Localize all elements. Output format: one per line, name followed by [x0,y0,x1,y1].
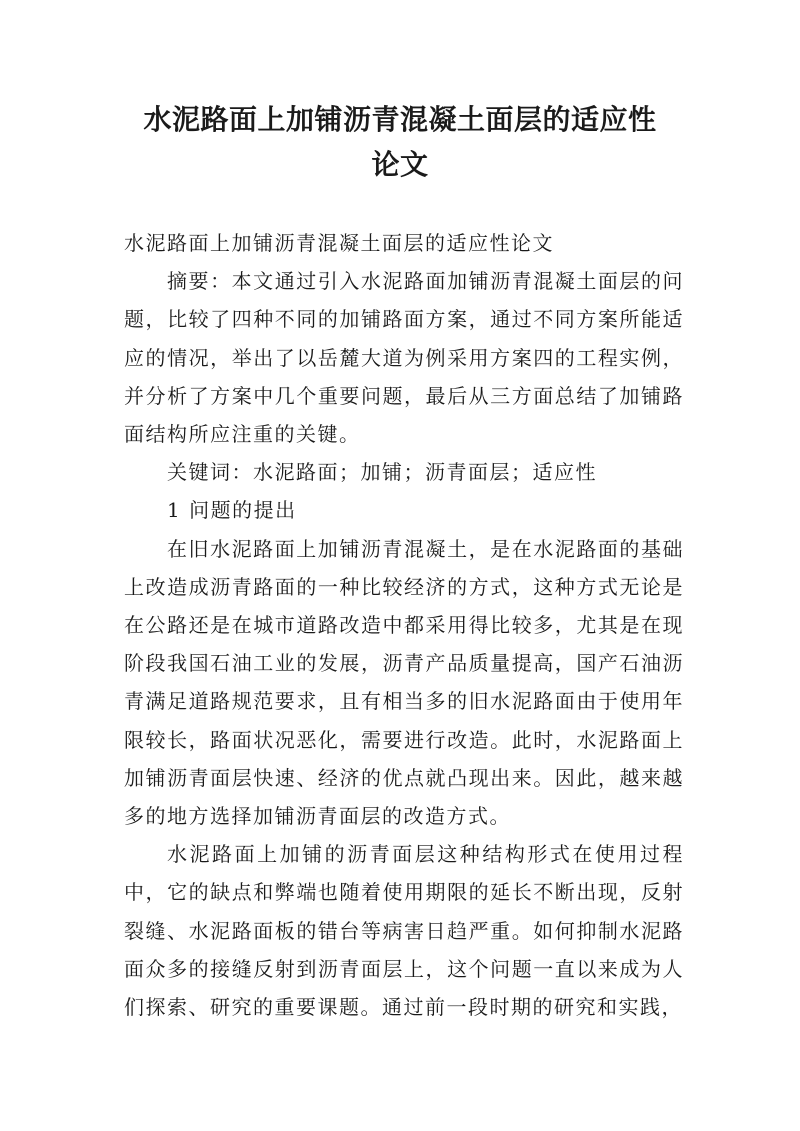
document-subtitle: 水泥路面上加铺沥青混凝土面层的适应性论文 [124,231,554,255]
keywords-line: 关键词：水泥路面；加铺；沥青面层；适应性 [167,460,597,485]
document-title-line-1: 水泥路面上加铺沥青混凝土面层的适应性 [143,103,657,136]
section-heading: 1 问题的提出 [167,498,297,523]
document-body [124,224,684,1026]
body-paragraph-1: 在旧水泥路面上加铺沥青混凝土，是在水泥路面的基础上改造成沥青路面的一种比较经济的方式，这种方式无论是在公路还是在城市道路改造中都采用得比较多，尤其是在现阶段我国石油工业的发展，沥青产品质量提高，国产石油沥青满足道路规范要求，且有相当多的旧水泥路面由于使用年限较长，路面状况恶化，需要进行改造。此时，水泥路面上加铺沥青面层快速、经济的优点就凸现出来。因此，越来越多的地方选择加铺沥青面层的改造方式。 [124,536,684,829]
abstract-paragraph: 摘要：本文通过引入水泥路面加铺沥青混凝土面层的问题，比较了四种不同的加铺路面方案，通过不同方案所能适应的情况，举出了以岳麓大道为例采用方案四的工程实例，并分析了方案中几个重要问题，最后从三方面总结了加铺路面结构所应注重的关键。 [124,269,684,447]
document-title-line-2: 论文 [371,148,429,181]
body-paragraph-2: 水泥路面上加铺的沥青面层这种结构形式在使用过程中，它的缺点和弊端也随着使用期限的延长不断出现，反射裂缝、水泥路面板的错台等病害日趋严重。如何抑制水泥路面众多的接缝反射到沥青面层上，这个问题一直以来成为人们探索、研究的重要课题。通过前一段时期的研究和实践， [124,842,684,1020]
